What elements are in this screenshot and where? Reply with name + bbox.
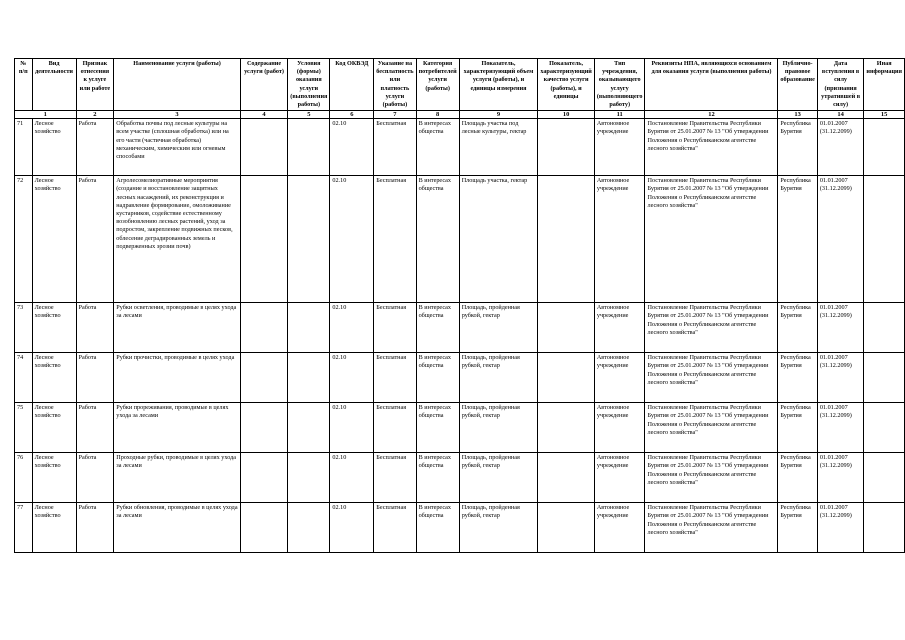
volume-cell: Площадь участка под лесные культуры, гектар [459, 119, 538, 176]
conditions-cell [288, 403, 330, 453]
activity-cell: Лесное хозяйство [32, 119, 76, 176]
sign-cell: Работа [76, 119, 114, 176]
date-cell: 01.01.2007 (31.12.2099) [817, 303, 864, 353]
category-cell: В интересах общества [416, 119, 459, 176]
entity-cell: Республика Бурятия [778, 176, 817, 303]
quality-cell [538, 403, 595, 453]
category-cell: В интересах общества [416, 176, 459, 303]
header-type: Тип учреждения, оказывающего услугу (выполняющего работу) [594, 59, 645, 111]
conditions-cell [288, 176, 330, 303]
service-name-cell: Агролесомелиоративные мероприятия (создание и восстановление защитных лесных насаждений, их реконструкция и надравление формирование, омоложивание кустарников, содействие естественному возобновлению лесных растений, уход за подростом, закрепление подвижных песков, облесение деградированных земель и подверженных эрозии почв) [114, 176, 241, 303]
service-name-cell: Обработка почвы под лесные культуры на всем участке (сплошная обработка) или на его части (частичная обработка) механическим, химическим или огневым способами [114, 119, 241, 176]
activity-cell: Лесное хозяйство [32, 503, 76, 553]
column-number: 2 [76, 111, 114, 119]
category-cell: В интересах общества [416, 453, 459, 503]
column-number: 9 [459, 111, 538, 119]
services-registry-table [14, 58, 905, 553]
row-number: 77 [15, 503, 33, 553]
entity-cell: Республика Бурятия [778, 119, 817, 176]
sign-cell: Работа [76, 503, 114, 553]
date-cell: 01.01.2007 (31.12.2099) [817, 176, 864, 303]
entity-cell: Республика Бурятия [778, 303, 817, 353]
content-cell [240, 353, 287, 403]
sign-cell: Работа [76, 353, 114, 403]
quality-cell [538, 176, 595, 303]
other-cell [864, 403, 905, 453]
row-number: 74 [15, 353, 33, 403]
column-number: 8 [416, 111, 459, 119]
services-registry-sheet [14, 58, 905, 553]
okved-cell: 02.10 [330, 453, 374, 503]
column-number: 13 [778, 111, 817, 119]
date-cell: 01.01.2007 (31.12.2099) [817, 403, 864, 453]
institution-type-cell: Автономное учреждение [594, 503, 645, 553]
header-conditions: Условия (формы) оказания услуги (выполнения работы) [288, 59, 330, 111]
header-category: Категория потребителей услуги (работы) [416, 59, 459, 111]
column-number: 3 [114, 111, 241, 119]
row-number: 73 [15, 303, 33, 353]
table-row [15, 303, 905, 353]
header-npa: Реквизиты НПА, являющихся основанием для оказания услуги (выполнения работы) [645, 59, 778, 111]
category-cell: В интересах общества [416, 403, 459, 453]
payment-cell: Бесплатная [374, 503, 416, 553]
header-activity: Вид деятельности [32, 59, 76, 111]
header-payment: Указание на бесплатность или платность услуги (работы) [374, 59, 416, 111]
header-quality: Показатель, характеризующий качество услуги (работы), и единицы [538, 59, 595, 111]
table-row [15, 403, 905, 453]
quality-cell [538, 353, 595, 403]
payment-cell: Бесплатная [374, 453, 416, 503]
conditions-cell [288, 303, 330, 353]
volume-cell: Площадь участка, гектар [459, 176, 538, 303]
header-num: № п/п [15, 59, 33, 111]
activity-cell: Лесное хозяйство [32, 176, 76, 303]
payment-cell: Бесплатная [374, 303, 416, 353]
npa-cell: Постановление Правительства Республики Бурятия от 25.01.2007 № 13 "Об утверждении Положения о Республиканском агентстве лесного хозяйства" [645, 353, 778, 403]
column-number: 10 [538, 111, 595, 119]
header-entity: Публично-правовое образование [778, 59, 817, 111]
other-cell [864, 503, 905, 553]
header-row [15, 59, 905, 111]
activity-cell: Лесное хозяйство [32, 453, 76, 503]
table-row [15, 503, 905, 553]
column-number: 1 [15, 111, 77, 119]
column-number: 11 [594, 111, 645, 119]
payment-cell: Бесплатная [374, 119, 416, 176]
quality-cell [538, 119, 595, 176]
conditions-cell [288, 353, 330, 403]
content-cell [240, 119, 287, 176]
conditions-cell [288, 503, 330, 553]
quality-cell [538, 503, 595, 553]
other-cell [864, 353, 905, 403]
date-cell: 01.01.2007 (31.12.2099) [817, 453, 864, 503]
volume-cell: Площадь, пройденная рубкой, гектар [459, 503, 538, 553]
institution-type-cell: Автономное учреждение [594, 303, 645, 353]
payment-cell: Бесплатная [374, 353, 416, 403]
table-row [15, 353, 905, 403]
header-content: Содержание услуги (работ) [240, 59, 287, 111]
sign-cell: Работа [76, 303, 114, 353]
service-name-cell: Рубки осветления, проводимые в целях ухода за лесами [114, 303, 241, 353]
column-number: 4 [240, 111, 287, 119]
payment-cell: Бесплатная [374, 176, 416, 303]
okved-cell: 02.10 [330, 303, 374, 353]
entity-cell: Республика Бурятия [778, 403, 817, 453]
table-row [15, 176, 905, 303]
other-cell [864, 176, 905, 303]
okved-cell: 02.10 [330, 403, 374, 453]
content-cell [240, 303, 287, 353]
payment-cell: Бесплатная [374, 403, 416, 453]
volume-cell: Площадь, пройденная рубкой, гектар [459, 403, 538, 453]
row-number: 72 [15, 176, 33, 303]
category-cell: В интересах общества [416, 353, 459, 403]
table-row [15, 453, 905, 503]
row-number: 71 [15, 119, 33, 176]
column-number: 15 [864, 111, 905, 119]
column-number-row [15, 111, 905, 119]
column-number: 5 [288, 111, 330, 119]
institution-type-cell: Автономное учреждение [594, 453, 645, 503]
volume-cell: Площадь, пройденная рубкой, гектар [459, 453, 538, 503]
npa-cell: Постановление Правительства Республики Бурятия от 25.01.2007 № 13 "Об утверждении Положения о Республиканском агентстве лесного хозяйства" [645, 453, 778, 503]
date-cell: 01.01.2007 (31.12.2099) [817, 119, 864, 176]
entity-cell: Республика Бурятия [778, 503, 817, 553]
npa-cell: Постановление Правительства Республики Бурятия от 25.01.2007 № 13 "Об утверждении Положения о Республиканском агентстве лесного хозяйства" [645, 176, 778, 303]
conditions-cell [288, 453, 330, 503]
npa-cell: Постановление Правительства Республики Бурятия от 25.01.2007 № 13 "Об утверждении Положения о Республиканском агентстве лесного хозяйства" [645, 119, 778, 176]
header-sign: Признак отнесения к услуге или работе [76, 59, 114, 111]
column-number: 14 [817, 111, 864, 119]
quality-cell [538, 453, 595, 503]
quality-cell [538, 303, 595, 353]
institution-type-cell: Автономное учреждение [594, 403, 645, 453]
institution-type-cell: Автономное учреждение [594, 353, 645, 403]
volume-cell: Площадь, пройденная рубкой, гектар [459, 353, 538, 403]
row-number: 75 [15, 403, 33, 453]
column-number: 6 [330, 111, 374, 119]
sign-cell: Работа [76, 403, 114, 453]
column-number: 7 [374, 111, 416, 119]
header-other: Иная информация [864, 59, 905, 111]
header-okved: Код ОКВЭД [330, 59, 374, 111]
table-row [15, 119, 905, 176]
volume-cell: Площадь, пройденная рубкой, гектар [459, 303, 538, 353]
okved-cell: 02.10 [330, 176, 374, 303]
content-cell [240, 503, 287, 553]
content-cell [240, 176, 287, 303]
content-cell [240, 403, 287, 453]
okved-cell: 02.10 [330, 503, 374, 553]
activity-cell: Лесное хозяйство [32, 403, 76, 453]
sign-cell: Работа [76, 176, 114, 303]
date-cell: 01.01.2007 (31.12.2099) [817, 353, 864, 403]
npa-cell: Постановление Правительства Республики Бурятия от 25.01.2007 № 13 "Об утверждении Положения о Республиканском агентстве лесного хозяйства" [645, 503, 778, 553]
okved-cell: 02.10 [330, 119, 374, 176]
npa-cell: Постановление Правительства Республики Бурятия от 25.01.2007 № 13 "Об утверждении Положения о Республиканском агентстве лесного хозяйства" [645, 303, 778, 353]
category-cell: В интересах общества [416, 503, 459, 553]
row-number: 76 [15, 453, 33, 503]
institution-type-cell: Автономное учреждение [594, 119, 645, 176]
sign-cell: Работа [76, 453, 114, 503]
other-cell [864, 303, 905, 353]
okved-cell: 02.10 [330, 353, 374, 403]
date-cell: 01.01.2007 (31.12.2099) [817, 503, 864, 553]
other-cell [864, 119, 905, 176]
entity-cell: Республика Бурятия [778, 353, 817, 403]
other-cell [864, 453, 905, 503]
service-name-cell: Рубки прореживания, проводимые в целях ухода за лесами [114, 403, 241, 453]
npa-cell: Постановление Правительства Республики Бурятия от 25.01.2007 № 13 "Об утверждении Положения о Республиканском агентстве лесного хозяйства" [645, 403, 778, 453]
service-name-cell: Проходные рубки, проводимые в целях ухода за лесами [114, 453, 241, 503]
header-name: Наименование услуги (работы) [114, 59, 241, 111]
service-name-cell: Рубки обновления, проводимые в целях ухода за лесами [114, 503, 241, 553]
conditions-cell [288, 119, 330, 176]
entity-cell: Республика Бурятия [778, 453, 817, 503]
service-name-cell: Рубки прочистки, проводимые в целях ухода [114, 353, 241, 403]
activity-cell: Лесное хозяйство [32, 303, 76, 353]
institution-type-cell: Автономное учреждение [594, 176, 645, 303]
category-cell: В интересах общества [416, 303, 459, 353]
column-number: 12 [645, 111, 778, 119]
header-volume: Показатель, характеризующий объем услуги (работы), и единицы измерения [459, 59, 538, 111]
header-date: Дата вступления в силу (признания утратившей в силу) [817, 59, 864, 111]
content-cell [240, 453, 287, 503]
activity-cell: Лесное хозяйство [32, 353, 76, 403]
